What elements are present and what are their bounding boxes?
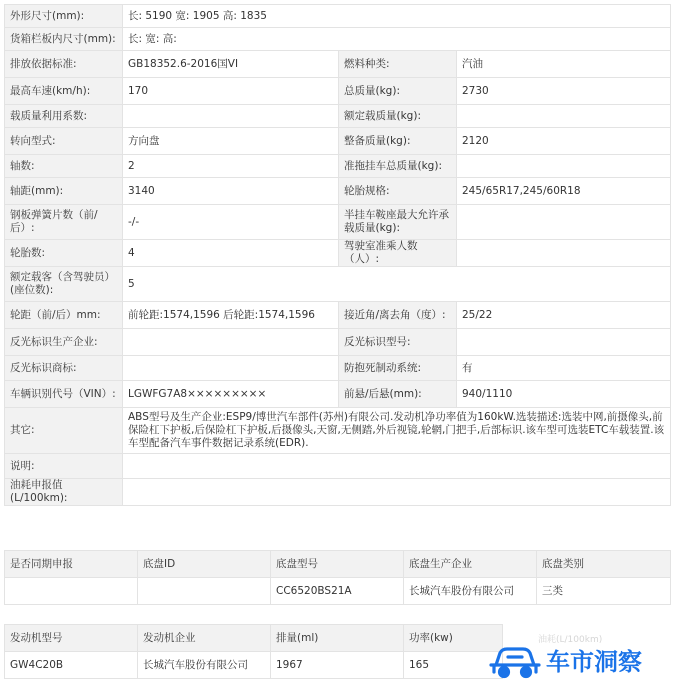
spec-label: 车辆识别代号（VIN）: [5, 381, 123, 408]
spec-label: 转向型式: [5, 128, 123, 155]
chassis-header-cell: 是否同期申报 [5, 551, 138, 578]
engine-cell: 1967 [271, 652, 404, 679]
spec-label: 防抱死制动系统: [339, 356, 457, 381]
chassis-cell: 三类 [537, 578, 671, 605]
spec-value: 长: 宽: 高: [123, 28, 671, 51]
spec-row [5, 267, 671, 302]
spec-label: 反光标识生产企业: [5, 329, 123, 356]
spec-row [5, 105, 671, 128]
spec-label: 前悬/后悬(mm): [339, 381, 457, 408]
spec-value [123, 105, 339, 128]
spec-label: 额定载客（含驾驶员）(座位数): [5, 267, 123, 302]
engine-header-row [5, 625, 503, 652]
chassis-header-cell: 底盘生产企业 [404, 551, 537, 578]
spec-label: 额定载质量(kg): [339, 105, 457, 128]
spec-row [5, 356, 671, 381]
spec-row [5, 408, 671, 454]
chassis-table [4, 550, 671, 605]
watermark-logo [486, 639, 676, 683]
spec-label: 燃料种类: [339, 51, 457, 78]
engine-data-row [5, 652, 503, 679]
spec-value [123, 454, 671, 479]
spec-row [5, 178, 671, 205]
chassis-cell [138, 578, 271, 605]
spec-label: 轮胎数: [5, 240, 123, 267]
spec-value [457, 105, 671, 128]
spec-label: 总质量(kg): [339, 78, 457, 105]
spec-value: 5 [123, 267, 671, 302]
vehicle-spec-table [4, 4, 671, 506]
spec-label: 钢板弹簧片数（前/后）: [5, 205, 123, 240]
spec-value: ABS型号及生产企业:ESP9/博世汽车部件(苏州)有限公司.发动机净功率值为160kW.选装描述:选装中网,前摄像头,前保险杠下护板,后保险杠下护板,后摄像头,天窗,无侧踏,外后视镜,轮辋,门把手,后部标识.该车型可选装ETC车载装置.该车型配备汽车事件数据记录系统(EDR). [123, 408, 671, 454]
engine-header-cell: 发动机企业 [138, 625, 271, 652]
car-icon [491, 649, 539, 677]
spec-value: 245/65R17,245/60R18 [457, 178, 671, 205]
engine-header-cell: 功率(kw) [404, 625, 503, 652]
chassis-header-cell: 底盘ID [138, 551, 271, 578]
spec-value: LGWFG7A8××××××××× [123, 381, 339, 408]
spec-label: 最高车速(km/h): [5, 78, 123, 105]
spec-label: 排放依据标准: [5, 51, 123, 78]
spec-label: 驾驶室准乘人数（人）: [339, 240, 457, 267]
chassis-header-row [5, 551, 671, 578]
spec-value [457, 205, 671, 240]
spec-row [5, 5, 671, 28]
engine-cell: GW4C20B [5, 652, 138, 679]
spec-row [5, 28, 671, 51]
spec-row [5, 240, 671, 267]
spec-label: 油耗申报值(L/100km): [5, 479, 123, 506]
spec-label: 轴数: [5, 155, 123, 178]
spec-value [123, 329, 339, 356]
spec-label: 接近角/离去角（度）: [339, 302, 457, 329]
spec-value: 汽油 [457, 51, 671, 78]
spec-row [5, 205, 671, 240]
spec-value: 25/22 [457, 302, 671, 329]
spec-label: 说明: [5, 454, 123, 479]
chassis-cell: 长城汽车股份有限公司 [404, 578, 537, 605]
engine-cell: 165 [404, 652, 503, 679]
spec-label: 轮胎规格: [339, 178, 457, 205]
spec-row [5, 454, 671, 479]
spec-value: 2 [123, 155, 339, 178]
spec-value [123, 356, 339, 381]
spec-value: 有 [457, 356, 671, 381]
spec-row [5, 51, 671, 78]
spec-row [5, 302, 671, 329]
spec-value: 方向盘 [123, 128, 339, 155]
spec-value: 170 [123, 78, 339, 105]
spec-value: 2730 [457, 78, 671, 105]
chassis-header-cell: 底盘类别 [537, 551, 671, 578]
chassis-cell: CC6520BS21A [271, 578, 404, 605]
spec-value: 长: 5190 宽: 1905 高: 1835 [123, 5, 671, 28]
spec-label: 反光标识商标: [5, 356, 123, 381]
watermark-ghost-text: 油耗(L/100km) [538, 635, 603, 645]
spec-value: 3140 [123, 178, 339, 205]
spec-label: 反光标识型号: [339, 329, 457, 356]
engine-table [4, 624, 503, 679]
spec-label: 外形尺寸(mm): [5, 5, 123, 28]
spec-row [5, 128, 671, 155]
spec-value: 4 [123, 240, 339, 267]
watermark-text: 车市洞察 [546, 648, 642, 676]
spec-value: GB18352.6-2016国VI [123, 51, 339, 78]
spec-label: 货箱栏板内尺寸(mm): [5, 28, 123, 51]
spec-label: 整备质量(kg): [339, 128, 457, 155]
engine-header-cell: 发动机型号 [5, 625, 138, 652]
spec-value [457, 329, 671, 356]
spec-label: 轮距（前/后）mm: [5, 302, 123, 329]
spec-value [123, 479, 671, 506]
spec-label: 准拖挂车总质量(kg): [339, 155, 457, 178]
spec-row [5, 479, 671, 506]
spec-row [5, 381, 671, 408]
watermark-svg [486, 639, 676, 683]
spec-label: 半挂车鞍座最大允许承载质量(kg): [339, 205, 457, 240]
engine-header-cell: 排量(ml) [271, 625, 404, 652]
spec-value [457, 240, 671, 267]
spec-row [5, 78, 671, 105]
spec-row [5, 329, 671, 356]
spec-value: -/- [123, 205, 339, 240]
spec-value: 前轮距:1574,1596 后轮距:1574,1596 [123, 302, 339, 329]
spec-value [457, 155, 671, 178]
chassis-cell [5, 578, 138, 605]
spec-label: 其它: [5, 408, 123, 454]
spec-value: 940/1110 [457, 381, 671, 408]
spec-label: 轴距(mm): [5, 178, 123, 205]
engine-cell: 长城汽车股份有限公司 [138, 652, 271, 679]
spec-label: 载质量利用系数: [5, 105, 123, 128]
chassis-header-cell: 底盘型号 [271, 551, 404, 578]
chassis-data-row [5, 578, 671, 605]
spec-row [5, 155, 671, 178]
spec-value: 2120 [457, 128, 671, 155]
